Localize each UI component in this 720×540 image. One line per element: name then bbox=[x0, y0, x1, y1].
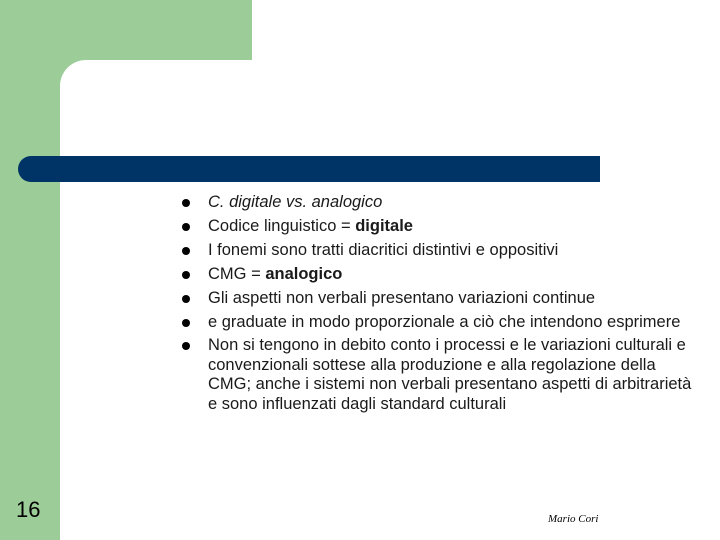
bullet-list bbox=[180, 193, 700, 419]
bullet-bold-text: digitale bbox=[355, 216, 413, 235]
bullet-text: e graduate in modo proporzionale a ciò che intendono esprimere bbox=[208, 312, 681, 331]
author-signature: Mario Cori bbox=[548, 513, 599, 525]
bullet-text: Codice linguistico = bbox=[208, 216, 356, 235]
bullet-text: Gli aspetti non verbali presentano variazioni continue bbox=[208, 288, 596, 307]
page-number: 16 bbox=[16, 497, 41, 522]
bullet-icon bbox=[182, 271, 190, 279]
bullet-icon bbox=[182, 342, 190, 350]
bullet-icon bbox=[182, 223, 190, 231]
bullet-item bbox=[180, 313, 700, 332]
title-bar bbox=[18, 156, 600, 182]
bullet-item bbox=[180, 336, 700, 414]
bullet-text: C. digitale vs. analogico bbox=[208, 193, 383, 211]
bullet-icon bbox=[182, 295, 190, 303]
bullet-item bbox=[180, 265, 700, 284]
bullet-item bbox=[180, 193, 700, 212]
bullet-item bbox=[180, 289, 700, 308]
bullet-icon bbox=[182, 319, 190, 327]
bullet-icon bbox=[182, 247, 190, 255]
bullet-icon bbox=[182, 199, 190, 207]
decorative-green-left-strip bbox=[0, 0, 60, 540]
bullet-text: CMG = bbox=[208, 264, 266, 283]
bullet-text: Non si tengono in debito conto i processi e le variazioni culturali e convenzionali sottese alla produzione e alla regolazione della CMG; anche i sistemi non verbali presentano aspetti di arbitrarietà e sono influenzati dagli standard culturali bbox=[208, 336, 692, 413]
bullet-text: I fonemi sono tratti diacritici distintivi e oppositivi bbox=[208, 240, 559, 259]
bullet-bold-text: analogico bbox=[265, 264, 343, 283]
bullet-item bbox=[180, 241, 700, 260]
bullet-item bbox=[180, 217, 700, 236]
